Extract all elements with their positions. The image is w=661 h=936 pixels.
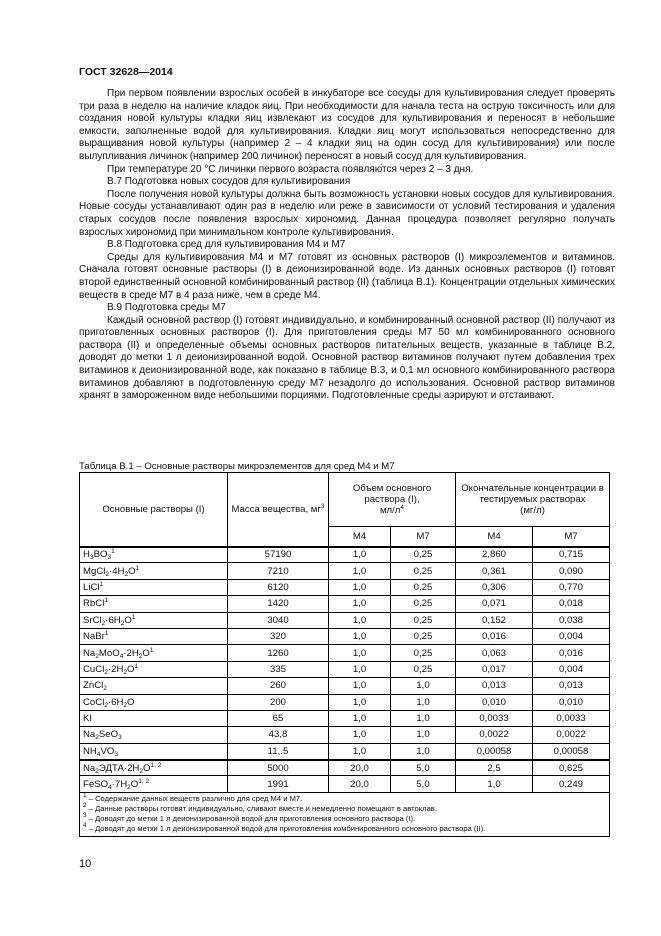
header-conc-m4: М4: [456, 527, 533, 547]
header-volume-m7: М7: [391, 527, 456, 547]
conc-m4-cell: 0,0033: [456, 710, 533, 726]
volume-m7-cell: 0,25: [391, 579, 456, 595]
conc-m4-cell: 1,0: [456, 776, 533, 792]
conc-m7-cell: 0,090: [533, 563, 610, 579]
volume-m4-cell: 1,0: [329, 547, 391, 563]
volume-m7-cell: 1,0: [391, 678, 456, 694]
solution-name: NaBr$^1$: [80, 628, 228, 644]
conc-m7-cell: 0,013: [533, 678, 610, 694]
volume-m7-cell: 1,0: [391, 710, 456, 726]
table-caption: Таблица В.1 – Основные растворы микроэлементов для сред М4 и М7: [79, 461, 395, 472]
mass-cell: 6120: [228, 579, 329, 595]
volume-m4-cell: 1,0: [329, 596, 391, 612]
header-volume: Объем основного раствора (I), $мл/л^4$: [329, 473, 456, 527]
solution-name: $MgCl_2\cdot 4H_2O^1$: [80, 563, 228, 579]
conc-m7-cell: 0,0033: [533, 710, 610, 726]
header-mass: Масса вещества, $мг^3$: [228, 473, 329, 547]
volume-m4-cell: 1,0: [329, 628, 391, 644]
volume-m7-cell: 5,0: [391, 760, 456, 776]
table-row: [80, 612, 610, 628]
conc-m4-cell: 0,361: [456, 563, 533, 579]
volume-m7-cell: 0,25: [391, 612, 456, 628]
table-row: [80, 579, 610, 595]
mass-cell: 7210: [228, 563, 329, 579]
header-volume-m4: М4: [329, 527, 391, 547]
table-row: [80, 628, 610, 644]
stock-solutions-table: [79, 472, 610, 837]
conc-m7-cell: 0,016: [533, 645, 610, 661]
solution-name: $Na_2SeO_3$: [80, 727, 228, 743]
conc-m7-cell: 0,038: [533, 612, 610, 628]
mass-cell: 3040: [228, 612, 329, 628]
solution-name: $NH_4VO_3$: [80, 743, 228, 759]
table-row: [80, 727, 610, 743]
conc-m7-cell: 0,249: [533, 776, 610, 792]
volume-m7-cell: 0,25: [391, 661, 456, 677]
conc-m4-cell: 0,306: [456, 579, 533, 595]
page-number: 10: [79, 858, 92, 870]
mass-cell: 57190: [228, 547, 329, 563]
conc-m7-cell: 0,0022: [533, 727, 610, 743]
paragraph: Каждый основной раствор (I) готовят индивидуально, и комбинированный основной раствор (II) получают из приготовленных основных растворов (I). Для приготовления среды М7 50 мл комбинированного основного раствора (II) и определенные объемы основных растворов питательных веществ, указанные в таблице В.2, доводят до метки 1 л деионизированной водой. Основной раствор витаминов получают путем добавления трех витаминов к деионизированной воде, как показано в таблице В.3, и 0,1 мл основного комбинированного раствора витаминов добавляют в подготовленную среду М7 незадолго до использования. Основной раствор витаминов хранят в замороженном виде небольшими порциями. Подготовленные среды аэрируют и отстаивают.: [79, 314, 615, 402]
section-heading-b9: В.9 Подготовка среды М7: [107, 302, 226, 314]
table-note: $^1$ – Содержание данных веществ различно для сред М4 и М7.: [83, 791, 303, 803]
volume-m4-cell: 1,0: [329, 563, 391, 579]
conc-m4-cell: 0,010: [456, 694, 533, 710]
table-row: [80, 776, 610, 792]
conc-m7-cell: 0,004: [533, 628, 610, 644]
volume-m7-cell: 1,0: [391, 743, 456, 759]
paragraph: После получения новой культуры должна быть возможность установки новых сосудов для культивирования. Новые сосуды устанавливают один раз в неделю или реже в зависимости от условий тестирования и удаления старых сосудов после появления взрослых хирономид. Данная процедура позволяет регулярно получать взрослых хирономид при минимальном контроле культивирования.: [79, 188, 615, 238]
table-notes-row: [80, 792, 610, 836]
conc-m4-cell: 0,016: [456, 628, 533, 644]
table-notes: [80, 792, 610, 836]
volume-m7-cell: 0,25: [391, 628, 456, 644]
table-row: [80, 563, 610, 579]
solution-name: $Na_2ЭДТА\cdot 2H_2O^{1, 2}$: [80, 760, 228, 776]
volume-m4-cell: 20,0: [329, 776, 391, 792]
table-row: [80, 596, 610, 612]
table-row: [80, 547, 610, 563]
conc-m4-cell: 0,0022: [456, 727, 533, 743]
volume-m4-cell: 1,0: [329, 645, 391, 661]
section-heading-b8: В.8 Подготовка сред для культивирования М4 и М7: [107, 239, 346, 251]
mass-cell: 43,8: [228, 727, 329, 743]
mass-cell: 65: [228, 710, 329, 726]
solution-name: LiCl$^1$: [80, 579, 228, 595]
volume-m4-cell: 1,0: [329, 710, 391, 726]
mass-cell: 1991: [228, 776, 329, 792]
mass-cell: 320: [228, 628, 329, 644]
solution-name: RbCl$^1$: [80, 596, 228, 612]
volume-m4-cell: 1,0: [329, 727, 391, 743]
volume-m4-cell: 1,0: [329, 678, 391, 694]
solution-name: $CoCl_2\cdot 6H_2O$: [80, 694, 228, 710]
conc-m7-cell: 0,018: [533, 596, 610, 612]
table-note: $^3$ – Доводят до метки 1 л деионизированной водой для приготовления основного раствора (I).: [83, 812, 416, 824]
solution-name: $FeSO_4\cdot 7H_2O^{1, 2}$: [80, 776, 228, 792]
mass-cell: 200: [228, 694, 329, 710]
header-stock-solutions: Основные растворы (I): [80, 473, 228, 547]
paragraph: При температуре 20 °С личинки первого возраста появляются через 2 – 3 дня.: [107, 163, 474, 175]
solution-name: $Na_2MoO_4\cdot 2H_2O^1$: [80, 645, 228, 661]
conc-m4-cell: 0,00058: [456, 743, 533, 759]
table-note: $^4$ – Доводят до метки 1 л деионизированной водой для приготовления комбинированного основного раствора (II).: [83, 822, 486, 834]
paragraph: Среды для культивирования М4 и М7 готовят из основных растворов (I) микроэлементов и витаминов. Сначала готовят основные растворы (I) в деионизированной воде. Из данных основных растворов (I) готовят второй единственный основной комбинированный раствор (II) (таблица В.1). Концентрации отдельных химических веществ в среде М7 в 4 раза ниже, чем в среде М4.: [79, 251, 615, 301]
table-row: [80, 661, 610, 677]
table-row: [80, 760, 610, 776]
conc-m4-cell: 0,063: [456, 645, 533, 661]
header-final-concentrations: Окончательные концентрации в тестируемых растворах (мг/л): [456, 473, 610, 527]
volume-m7-cell: 5,0: [391, 776, 456, 792]
volume-m7-cell: 0,25: [391, 547, 456, 563]
body-text: [79, 88, 615, 403]
volume-m7-cell: 0,25: [391, 596, 456, 612]
mass-cell: 1260: [228, 645, 329, 661]
conc-m7-cell: 0,00058: [533, 743, 610, 759]
table-row: [80, 678, 610, 694]
volume-m7-cell: 1,0: [391, 694, 456, 710]
volume-m4-cell: 1,0: [329, 661, 391, 677]
mass-cell: 335: [228, 661, 329, 677]
conc-m4-cell: 2,5: [456, 760, 533, 776]
volume-m7-cell: 0,25: [391, 645, 456, 661]
mass-cell: 11,.5: [228, 743, 329, 759]
solution-name: KI: [80, 710, 228, 726]
conc-m4-cell: 0,071: [456, 596, 533, 612]
paragraph: При первом появлении взрослых особей в инкубаторе все сосуды для культивирования следует проверять три раза в неделю на наличие кладок яиц. При необходимости для начала теста на острую токсичность или для создания новой культуры кладки яиц извлекают из сосудов для культивирования и переносят в небольшие емкости, заполненные водой для культивирования. Кладки яиц могут использоваться непосредственно для выращивания новой культуры (например 2 – 4 кладки яиц на один сосуд для культивирования) или после вылупливания личинок (например 200 личинок) переносят в новый сосуд для культивирования.: [79, 88, 615, 162]
conc-m7-cell: 0,010: [533, 694, 610, 710]
conc-m7-cell: 0,770: [533, 579, 610, 595]
solution-name: $H_3BO_3^1$: [80, 547, 228, 563]
volume-m7-cell: 0,25: [391, 563, 456, 579]
volume-m7-cell: 1,0: [391, 727, 456, 743]
table-row: [80, 710, 610, 726]
table-row: [80, 645, 610, 661]
conc-m4-cell: 0,013: [456, 678, 533, 694]
solution-name: ZnCl$_2$: [80, 678, 228, 694]
conc-m4-cell: 2,860: [456, 547, 533, 563]
table-row: [80, 694, 610, 710]
document-header: ГОСТ 32628—2014: [79, 66, 173, 78]
mass-cell: 260: [228, 678, 329, 694]
volume-m4-cell: 1,0: [329, 694, 391, 710]
table-row: [80, 743, 610, 759]
volume-m4-cell: 1,0: [329, 579, 391, 595]
mass-cell: 1420: [228, 596, 329, 612]
solution-name: $CuCl_2\cdot 2H_2O^1$: [80, 661, 228, 677]
volume-m4-cell: 1,0: [329, 743, 391, 759]
volume-m4-cell: 20,0: [329, 760, 391, 776]
volume-m4-cell: 1,0: [329, 612, 391, 628]
section-heading-b7: В.7 Подготовка новых сосудов для культивирования: [107, 176, 351, 188]
header-conc-m7: М7: [533, 527, 610, 547]
conc-m7-cell: 0,715: [533, 547, 610, 563]
conc-m7-cell: 0,004: [533, 661, 610, 677]
solution-name: $SrCl_2\cdot 6H_2O^1$: [80, 612, 228, 628]
conc-m4-cell: 0,152: [456, 612, 533, 628]
conc-m7-cell: 0,625: [533, 760, 610, 776]
table-note: $^2$ – Данные растворы готовят индивидуально, сливают вместе и немедленно помещают в автоклав.: [83, 802, 437, 814]
mass-cell: 5000: [228, 760, 329, 776]
conc-m4-cell: 0,017: [456, 661, 533, 677]
